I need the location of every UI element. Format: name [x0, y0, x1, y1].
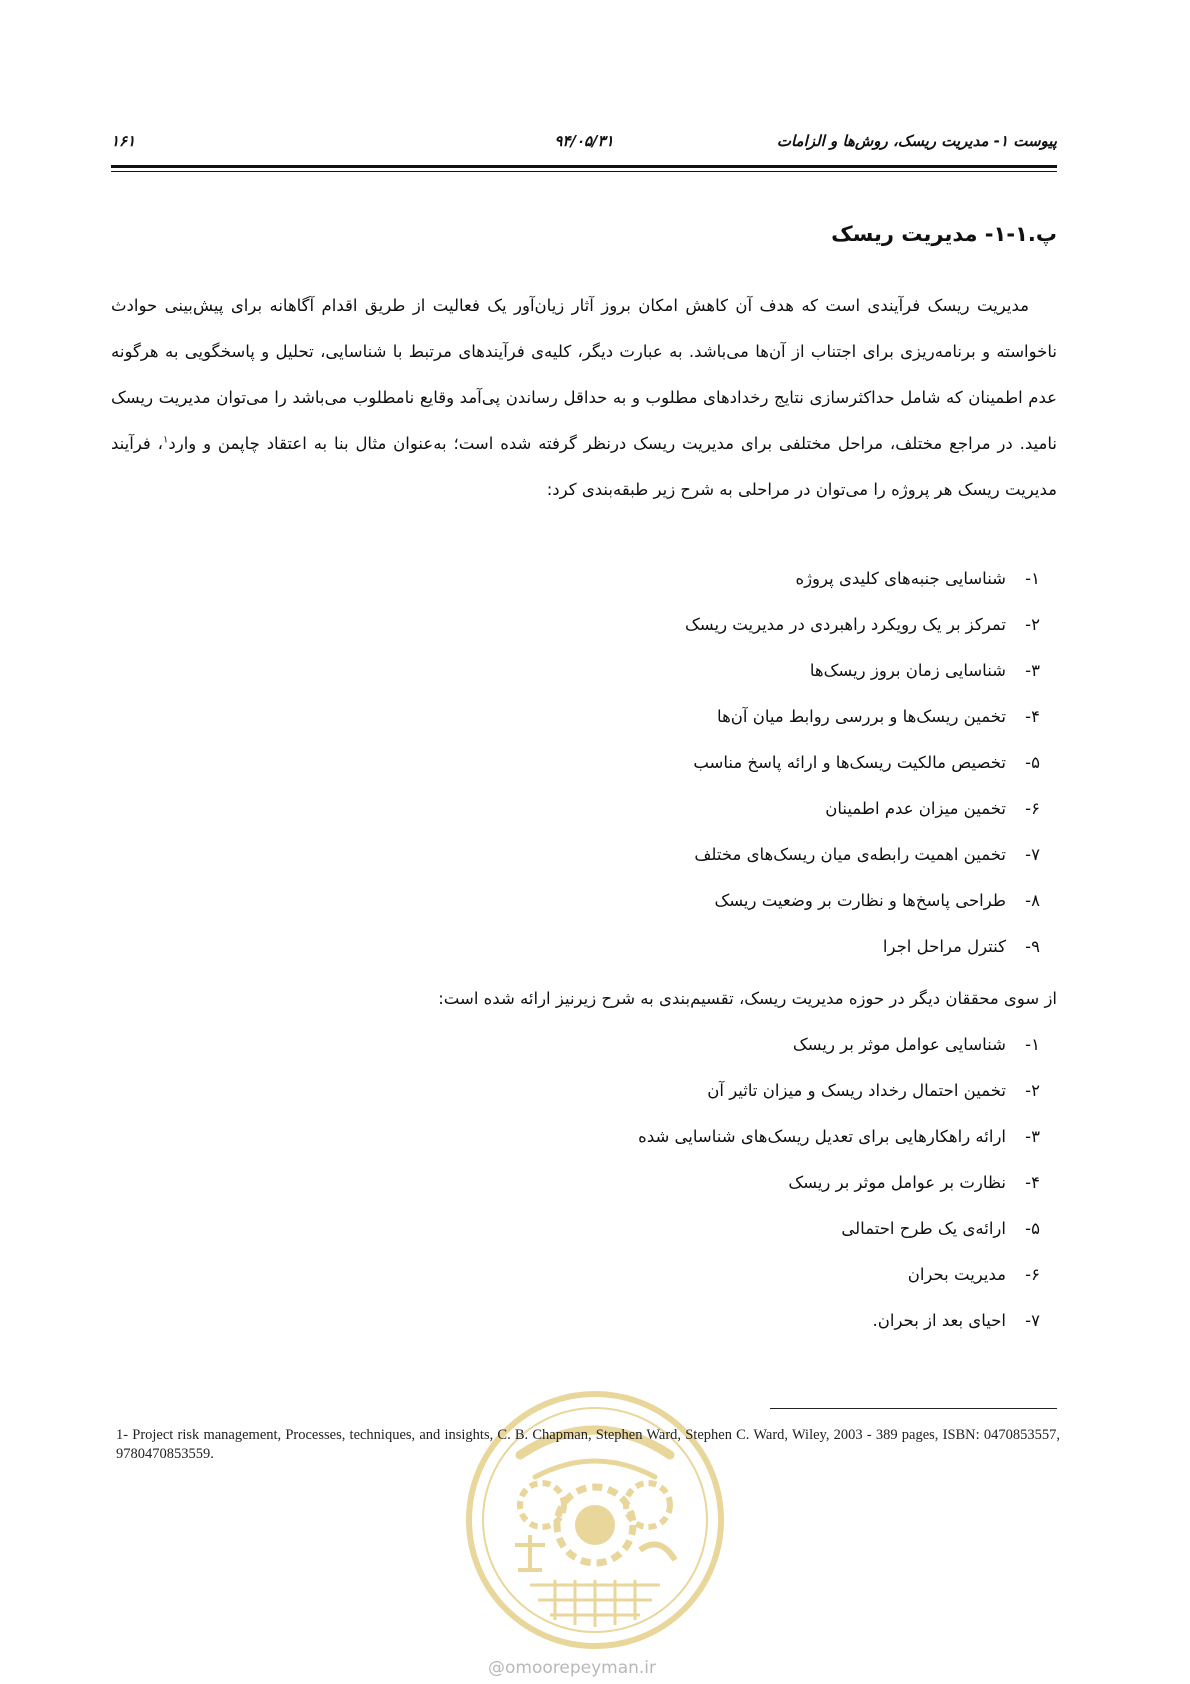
list-item-text: تخمین احتمال رخداد ریسک و میزان تاثیر آن	[707, 1081, 1006, 1100]
list-item-number: ۵-	[1025, 753, 1040, 772]
list-item-number: ۳-	[1025, 1127, 1040, 1146]
running-header	[111, 132, 1057, 158]
list-item-text: کنترل مراحل اجرا	[882, 937, 1006, 956]
watermark-url-text: omoorepeyman.ir	[505, 1658, 657, 1678]
list-item-number: ۸-	[1025, 891, 1040, 910]
page-number: ۱۶۱	[111, 132, 136, 150]
list-item-text: تخمین ریسک‌ها و بررسی روابط میان آن‌ها	[717, 707, 1006, 726]
intro-paragraph	[111, 283, 1057, 513]
list-item-number: ۲-	[1025, 615, 1040, 634]
list-item-text: نظارت بر عوامل موثر بر ریسک	[788, 1173, 1006, 1192]
list-item-number: ۶-	[1025, 1265, 1040, 1284]
header-rule-thick	[111, 165, 1057, 168]
list-item	[685, 556, 1040, 602]
header-rule-thin	[111, 171, 1057, 172]
list-item	[638, 1160, 1040, 1206]
list-item-text: احیای بعد از بحران.	[872, 1311, 1006, 1330]
alternative-steps-list	[638, 1022, 1040, 1344]
risk-process-steps-list	[685, 556, 1040, 970]
watermark-url	[488, 1658, 656, 1678]
intro-text-part1: مدیریت ریسک فرآیندی است که هدف آن کاهش امکان بروز آثار زیان‌آور یک فعالیت از طریق اقدام آگاهانه برای پیش‌بینی حوادث ناخواسته و برنامه‌ریزی برای اجتناب از آن‌ها می‌باشد. به عبارت دیگر، کلیه‌ی فرآیندهای مرتبط با شناسایی، تحلیل و پاسخگویی به هرگونه عدم اطمینان که شامل حداکثرسازی نتایج رخدادهای مطلوب و به حداقل رساندن پی‌آمد وقایع نامطلوب می‌باشد را می‌توان مدیریت ریسک نامید. در مراجع مختلف، مراحل مختلفی برای مدیریت ریسک درنظر گرفته شده است؛ به‌عنوان مثال بنا به اعتقاد چاپمن و وارد	[111, 296, 1057, 453]
list-item-text: ارائه‌ی یک طرح احتمالی	[841, 1219, 1006, 1238]
footnote-reference[interactable]: ۱	[163, 434, 169, 446]
intro-text-part2: ، فرآیند مدیریت ریسک هر پروژه را می‌توان در مراحلی به شرح زیر طبقه‌بندی کرد:	[111, 434, 1057, 499]
list-item-text: شناسایی زمان بروز ریسک‌ها	[809, 661, 1006, 680]
list-item-number: ۶-	[1025, 799, 1040, 818]
section-heading: پ.۱-۱- مدیریت ریسک	[831, 222, 1057, 246]
list-item-number: ۳-	[1025, 661, 1040, 680]
list-item	[685, 924, 1040, 970]
list-item-text: شناسایی عوامل موثر بر ریسک	[792, 1035, 1006, 1054]
list-item-text: ارائه راهکارهایی برای تعدیل ریسک‌های شناسایی شده	[638, 1127, 1006, 1146]
list-item-text: تخمین اهمیت رابطه‌ی میان ریسک‌های مختلف	[694, 845, 1006, 864]
list-item	[685, 694, 1040, 740]
list-item-text: طراحی پاسخ‌ها و نظارت بر وضعیت ریسک	[714, 891, 1006, 910]
list-item	[638, 1114, 1040, 1160]
list-item-text: تخمین میزان عدم اطمینان	[825, 799, 1006, 818]
list-item-number: ۲-	[1025, 1081, 1040, 1100]
list-item	[638, 1068, 1040, 1114]
list-item	[685, 786, 1040, 832]
list-item	[685, 602, 1040, 648]
list-item	[638, 1206, 1040, 1252]
footnote-separator	[770, 1408, 1057, 1409]
list-item-text: شناسایی جنبه‌های کلیدی پروژه	[795, 569, 1006, 588]
list-item-number: ۷-	[1025, 845, 1040, 864]
list-item-number: ۵-	[1025, 1219, 1040, 1238]
list-item-number: ۹-	[1025, 937, 1040, 956]
header-title: پیوست ۱- مدیریت ریسک، روش‌ها و الزامات	[776, 132, 1057, 150]
list-item	[638, 1252, 1040, 1298]
header-date: ۹۴/۰۵/۳۱	[554, 132, 614, 150]
list-item	[685, 878, 1040, 924]
list-item-number: ۱-	[1025, 1035, 1040, 1054]
list-item	[638, 1298, 1040, 1344]
list-item-number: ۱-	[1025, 569, 1040, 588]
mid-paragraph: از سوی محققان دیگر در حوزه مدیریت ریسک، تقسیم‌بندی به شرح زیرنیز ارائه شده است:	[438, 989, 1057, 1008]
list-item	[685, 740, 1040, 786]
list-item-number: ۴-	[1025, 1173, 1040, 1192]
footnote: 1- Project risk management, Processes, techniques, and insights, C. B. Chapman, Stephen Ward, Stephen C. Ward, Wiley, 2003 - 389 pages, ISBN: 0470853557, 9780470853559.	[116, 1427, 1060, 1462]
list-item-text: تخصیص مالکیت ریسک‌ها و ارائه پاسخ مناسب	[693, 753, 1006, 772]
list-item-text: مدیریت بحران	[907, 1265, 1006, 1284]
list-item-number: ۷-	[1025, 1311, 1040, 1330]
list-item-text: تمرکز بر یک رویکرد راهبردی در مدیریت ریسک	[684, 615, 1006, 634]
list-item	[638, 1022, 1040, 1068]
list-item	[685, 648, 1040, 694]
list-item-number: ۴-	[1025, 707, 1040, 726]
list-item	[685, 832, 1040, 878]
at-icon: @	[488, 1658, 505, 1678]
